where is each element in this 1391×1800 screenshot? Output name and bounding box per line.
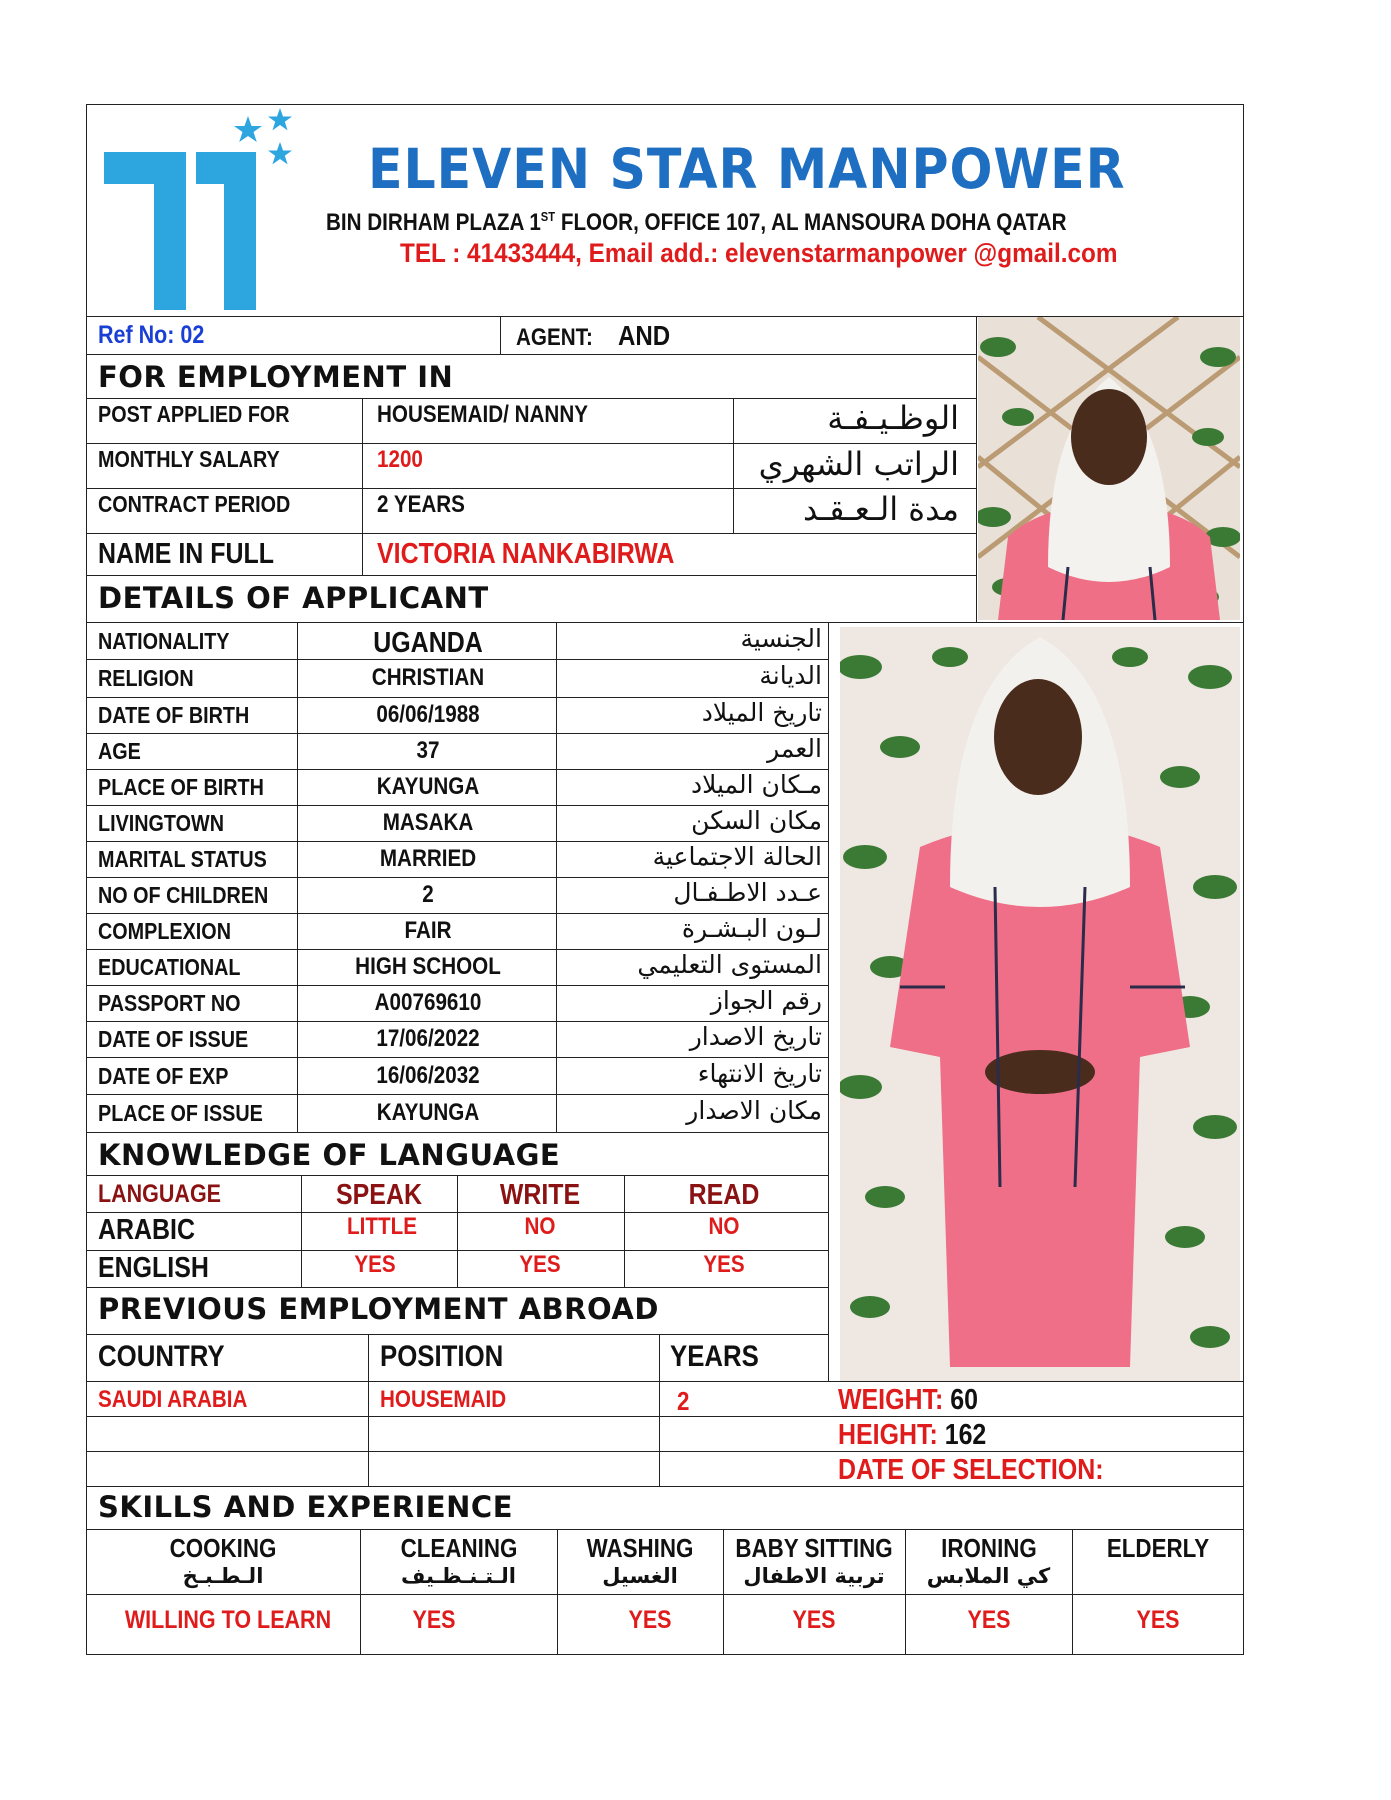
detail-value-place-of-birth: KAYUNGA — [376, 773, 480, 800]
address-rest: FLOOR, OFFICE 107, AL MANSOURA DOHA QATAR — [555, 209, 1067, 236]
detail-label-passport-no: PASSPORT NO — [98, 990, 241, 1016]
language-col-speak: SPEAK — [336, 1179, 422, 1211]
address-superscript: ST — [540, 209, 556, 224]
skill-value-washing: YES — [628, 1606, 672, 1634]
detail-value-educational: HIGH SCHOOL — [355, 953, 501, 980]
language-heading: KNOWLEDGE OF LANGUAGE — [98, 1138, 561, 1172]
detail-arabic-complexion: لـون البـشـرة — [681, 914, 822, 943]
previous-col-country: COUNTRY — [98, 1340, 225, 1373]
skill-arabic-washing: الغسيل — [602, 1564, 678, 1588]
detail-arabic-passport-no: رقم الجواز — [710, 986, 822, 1015]
previous-position: HOUSEMAID — [380, 1386, 507, 1413]
skill-arabic-ironing: كي الملابس — [926, 1564, 1051, 1588]
employment-label-salary: MONTHLY SALARY — [98, 446, 280, 472]
skill-value-cleaning: YES — [411, 1606, 456, 1634]
detail-arabic-date-of-exp: تاريخ الانتهاء — [697, 1058, 822, 1088]
skill-name-cleaning: CLEANING — [400, 1533, 517, 1563]
employment-arabic-post: الوظـيـفـة — [827, 399, 959, 437]
employment-heading: FOR EMPLOYMENT IN — [98, 360, 454, 394]
employment-value-post: HOUSEMAID/ NANNY — [377, 401, 588, 428]
detail-arabic-place-of-issue: مكان الاصدار — [686, 1096, 822, 1125]
detail-label-complexion: COMPLEXION — [98, 918, 231, 944]
detail-value-date-of-exp: 16/06/2032 — [376, 1061, 480, 1089]
detail-arabic-date-of-birth: تاريخ الميلاد — [701, 698, 822, 727]
skills-heading: SKILLS AND EXPERIENCE — [98, 1490, 513, 1524]
agent-label: AGENT: — [516, 324, 593, 351]
detail-arabic-livingtown: مكان السكن — [691, 806, 822, 835]
previous-col-years: YEARS — [670, 1340, 759, 1373]
detail-label-date-of-birth: DATE OF BIRTH — [98, 702, 250, 728]
height-value: 162 — [944, 1419, 987, 1451]
address-part: BIN DIRHAM PLAZA 1 — [326, 209, 541, 236]
weight-value: 60 — [950, 1384, 978, 1416]
company-contact: TEL : 41433444, Email add.: elevenstarmanpower @gmail.com — [400, 238, 1118, 268]
applicant-full-body-photo — [840, 627, 1240, 1381]
employment-value-contract: 2 YEARS — [377, 491, 465, 518]
detail-value-date-of-birth: 06/06/1988 — [376, 701, 480, 728]
name-value: VICTORIA NANKABIRWA — [377, 538, 675, 570]
skill-arabic-baby-sitting: تربية الاطفال — [743, 1564, 885, 1588]
detail-label-religion: RELIGION — [98, 665, 194, 691]
detail-value-nationality: UGANDA — [373, 626, 483, 659]
company-address — [326, 210, 1067, 235]
skill-name-cooking: COOKING — [169, 1533, 277, 1563]
employment-arabic-contract: مدة الـعـقـد — [802, 490, 959, 528]
detail-arabic-nationality: الجنسية — [740, 623, 822, 653]
employment-label-contract: CONTRACT PERIOD — [98, 491, 291, 517]
skill-name-ironing: IRONING — [940, 1533, 1037, 1563]
language-english-read: YES — [703, 1251, 745, 1278]
detail-label-marital-status: MARITAL STATUS — [98, 846, 267, 872]
language-row-english: ENGLISH — [98, 1252, 209, 1284]
detail-value-place-of-issue: KAYUNGA — [376, 1099, 480, 1126]
detail-label-livingtown: LIVINGTOWN — [98, 810, 225, 836]
skill-name-baby-sitting: BABY SITTING — [735, 1533, 893, 1563]
language-english-speak: YES — [354, 1251, 396, 1278]
detail-value-complexion: FAIR — [404, 917, 452, 944]
skill-value-ironing: YES — [966, 1606, 1011, 1634]
employment-arabic-salary: الراتب الشهري — [758, 445, 959, 483]
skill-value-elderly: YES — [1136, 1606, 1180, 1634]
skill-name-elderly: ELDERLY — [1106, 1533, 1210, 1563]
company-logo — [100, 106, 300, 316]
company-name: ELEVEN STAR MANPOWER — [368, 137, 1126, 201]
detail-label-date-of-issue: DATE OF ISSUE — [98, 1026, 249, 1052]
detail-arabic-educational: المستوى التعليمي — [637, 950, 822, 979]
detail-value-date-of-issue: 17/06/2022 — [376, 1025, 480, 1052]
skill-arabic-cleaning: الـتـنـظـيف — [401, 1564, 516, 1588]
detail-value-passport-no: A00769610 — [374, 989, 482, 1016]
detail-value-marital-status: MARRIED — [379, 845, 477, 872]
detail-label-educational: EDUCATIONAL — [98, 954, 241, 980]
language-arabic-speak: LITTLE — [347, 1213, 417, 1240]
language-col-read: READ — [688, 1179, 760, 1211]
skill-arabic-cooking: الـطـبـخ — [182, 1564, 264, 1588]
skill-value-baby-sitting: YES — [792, 1606, 836, 1634]
language-english-write: YES — [519, 1251, 561, 1278]
ref-number: Ref No: 02 — [98, 321, 205, 349]
detail-label-place-of-birth: PLACE OF BIRTH — [98, 774, 264, 800]
detail-value-no-of-children: 2 — [422, 881, 434, 908]
detail-arabic-religion: الديانة — [759, 661, 822, 690]
detail-arabic-marital-status: الحالة الاجتماعية — [652, 842, 822, 871]
applicant-portrait-photo — [978, 317, 1240, 620]
detail-value-religion: CHRISTIAN — [371, 664, 485, 691]
previous-country: SAUDI ARABIA — [98, 1386, 248, 1413]
language-arabic-read: NO — [708, 1213, 740, 1240]
height-field — [838, 1421, 986, 1450]
previous-years: 2 — [677, 1386, 690, 1416]
date-of-selection-label: DATE OF SELECTION: — [838, 1454, 1104, 1486]
detail-arabic-place-of-birth: مـكان الميلاد — [690, 770, 822, 799]
name-label: NAME IN FULL — [98, 538, 274, 570]
employment-label-post: POST APPLIED FOR — [98, 401, 290, 427]
employment-value-salary: 1200 — [377, 446, 423, 473]
previous-col-position: POSITION — [380, 1340, 504, 1373]
detail-value-livingtown: MASAKA — [382, 809, 474, 836]
language-col-write: WRITE — [499, 1179, 581, 1211]
detail-arabic-age: العمر — [767, 734, 822, 763]
language-row-arabic: ARABIC — [98, 1214, 195, 1246]
detail-label-no-of-children: NO OF CHILDREN — [98, 882, 269, 908]
height-label: HEIGHT: — [838, 1419, 938, 1451]
language-arabic-write: NO — [524, 1213, 556, 1240]
skill-name-washing: WASHING — [586, 1533, 694, 1563]
details-heading: DETAILS OF APPLICANT — [98, 581, 489, 615]
detail-label-place-of-issue: PLACE OF ISSUE — [98, 1100, 263, 1126]
previous-heading: PREVIOUS EMPLOYMENT ABROAD — [98, 1292, 659, 1326]
detail-label-age: AGE — [98, 738, 141, 764]
language-col-language: LANGUAGE — [98, 1180, 222, 1208]
detail-value-age: 37 — [416, 737, 440, 764]
skill-value-cooking: WILLING TO LEARN — [124, 1606, 332, 1634]
agent-value: AND — [618, 320, 671, 351]
detail-arabic-date-of-issue: تاريخ الاصدار — [689, 1022, 822, 1051]
detail-label-date-of-exp: DATE OF EXP — [98, 1062, 229, 1089]
detail-arabic-no-of-children: عـدد الاطـفـال — [673, 878, 822, 907]
detail-label-nationality: NATIONALITY — [98, 627, 230, 654]
weight-field — [838, 1386, 978, 1415]
logo-eleven-stars-icon — [100, 106, 300, 316]
weight-label: WEIGHT: — [838, 1384, 944, 1416]
